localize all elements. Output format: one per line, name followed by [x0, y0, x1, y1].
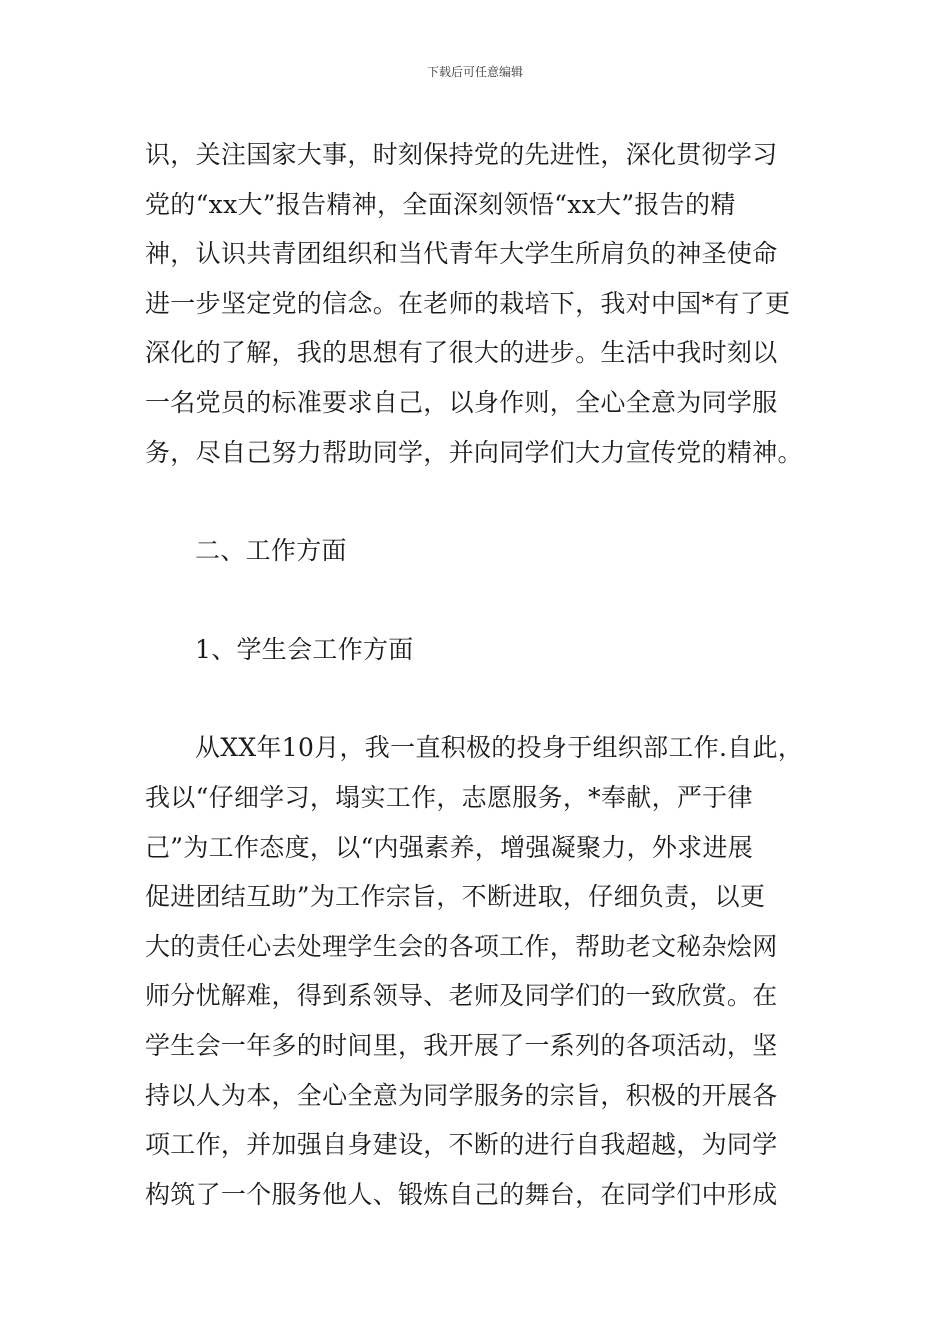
section-heading-text: 二、工作方面 — [195, 536, 347, 566]
text-line: 一名党员的标准要求自己，以身作则，全心全意为同学服 — [145, 387, 778, 417]
text-line: 神，认识共青团组织和当代青年大学生所肩负的神圣使命 — [145, 239, 778, 269]
text-line: 构筑了一个服务他人、锻炼自己的舞台，在同学们中形成 — [145, 1179, 778, 1209]
paragraph-party-study — [145, 130, 820, 477]
subsection-heading — [145, 625, 820, 675]
subsection-heading-text: 1、学生会工作方面 — [195, 634, 414, 664]
document-body — [145, 130, 820, 1219]
text-line: 进一步坚定党的信念。在老师的栽培下，我对中国*有了更 — [145, 288, 791, 318]
text-line: 识，关注国家大事，时刻保持党的先进性，深化贯彻学习 — [145, 140, 778, 169]
text-line: 务，尽自己努力帮助同学，并向同学们大力宣传党的精神。 — [145, 437, 803, 467]
text-line: 学生会一年多的时间里，我开展了一系列的各项活动，坚 — [145, 1030, 778, 1060]
section-heading — [145, 526, 820, 576]
text-line: 从XX年10月，我一直积极的投身于组织部工作.自此， — [195, 733, 804, 763]
text-line: 促进团结互助”为工作宗旨，不断进取，仔细负责，以更 — [145, 882, 766, 912]
text-line: 师分忧解难，得到系领导、老师及同学们的一致欣赏。在 — [145, 981, 778, 1011]
text-line: 己”为工作态度，以“内强素养，增强凝聚力，外求进展 — [145, 832, 754, 862]
page-header: 下载后可任意编辑 — [426, 65, 523, 79]
paragraph-student-union — [145, 723, 820, 1219]
text-line: 深化的了解，我的思想有了很大的进步。生活中我时刻以 — [145, 338, 778, 368]
text-line: 项工作，并加强自身建设，不断的进行自我超越，为同学 — [145, 1130, 778, 1160]
text-line: 大的责任心去处理学生会的各项工作，帮助老文秘杂烩网 — [145, 931, 778, 961]
text-line: 我以“仔细学习，塌实工作，志愿服务，*奉献，严于律 — [145, 782, 753, 812]
text-line: 党的“xx大”报告精神，全面深刻领悟“xx大”报告的精 — [145, 189, 736, 219]
text-line: 持以人为本，全心全意为同学服务的宗旨，积极的开展各 — [145, 1080, 778, 1110]
